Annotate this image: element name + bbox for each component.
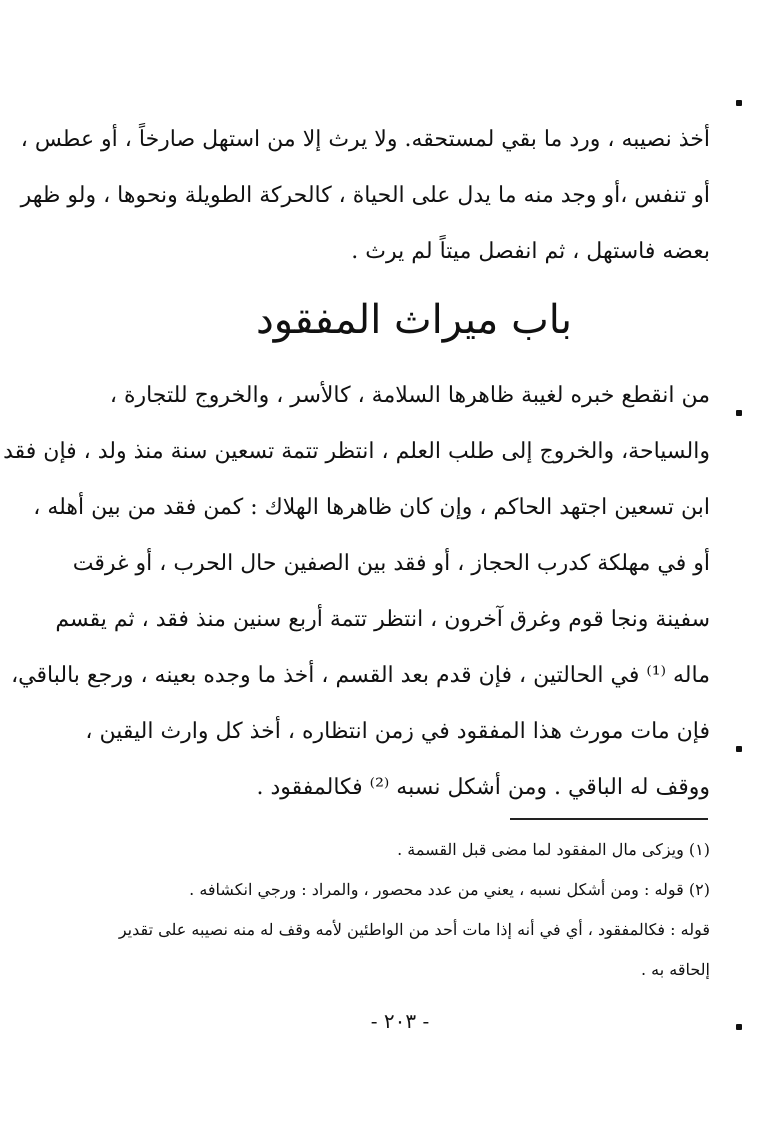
paragraph-missing-person [3,368,710,816]
text-line: سفينة ونجا قوم وغرق آخرون ، انتظر تتمة أربع سنين منذ فقد ، ثم يقسم [55,607,710,632]
text-line: بعضه فاستهل ، ثم انفصل ميتاً لم يرث . [351,239,710,264]
footnotes [118,830,710,990]
text-line: والسياحة، والخروج إلى طلب العلم ، انتظر تتمة تسعين سنة منذ ولد ، فإن فقد [3,439,710,464]
text-line: ابن تسعين اجتهد الحاكم ، وإن كان ظاهرها الهلاك : كمن فقد من بين أهله ، [33,495,710,520]
scan-mark [736,1024,742,1030]
text-line: أخذ نصيبه ، ورد ما بقي لمستحقه. ولا يرث إلا من استهل صارخاً ، أو عطس ، [20,127,710,152]
text-line: فإن مات مورث هذا المفقود في زمن انتظاره ، أخذ كل وارث اليقين ، [85,719,710,744]
footnote-line: (١) ويزكى مال المفقود لما مضى قبل القسمة . [397,840,710,859]
scan-mark [736,746,742,752]
text-line: ووقف له الباقي . ومن أشكل نسبه ⁽²⁾ فكالمفقود . [256,775,710,800]
scan-mark [736,410,742,416]
text-line: أو في مهلكة كدرب الحجاز ، أو فقد بين الصفين حال الحرب ، أو غرقت [72,551,710,576]
text-line: ماله ⁽¹⁾ في الحالتين ، فإن قدم بعد القسم ، أخذ ما وجده بعينه ، ورجع بالباقي، [11,663,710,688]
footnote-separator [510,818,708,820]
paragraph-inheritance-of-newborn [20,112,710,280]
scan-mark [736,100,742,106]
footnote-line: إلحاقه به . [640,960,710,979]
page-number: - ٢٠٣ - [370,1009,430,1033]
chapter-heading: باب ميراث المفقود [255,297,573,343]
text-line: من انقطع خبره لغيبة ظاهرها السلامة ، كالأسر ، والخروج للتجارة ، [109,383,710,408]
footnote-line: قوله : فكالمفقود ، أي في أنه إذا مات أحد من الواطئين لأمه وقف له منه نصيبه على تقدير [118,920,710,939]
footnote-line: (٢) قوله : ومن أشكل نسبه ، يعني من عدد محصور ، والمراد : ورجي انكشافه . [189,880,710,899]
text-line: أو تنفس ،أو وجد منه ما يدل على الحياة ، كالحركة الطويلة ونحوها ، ولو ظهر [20,183,710,208]
